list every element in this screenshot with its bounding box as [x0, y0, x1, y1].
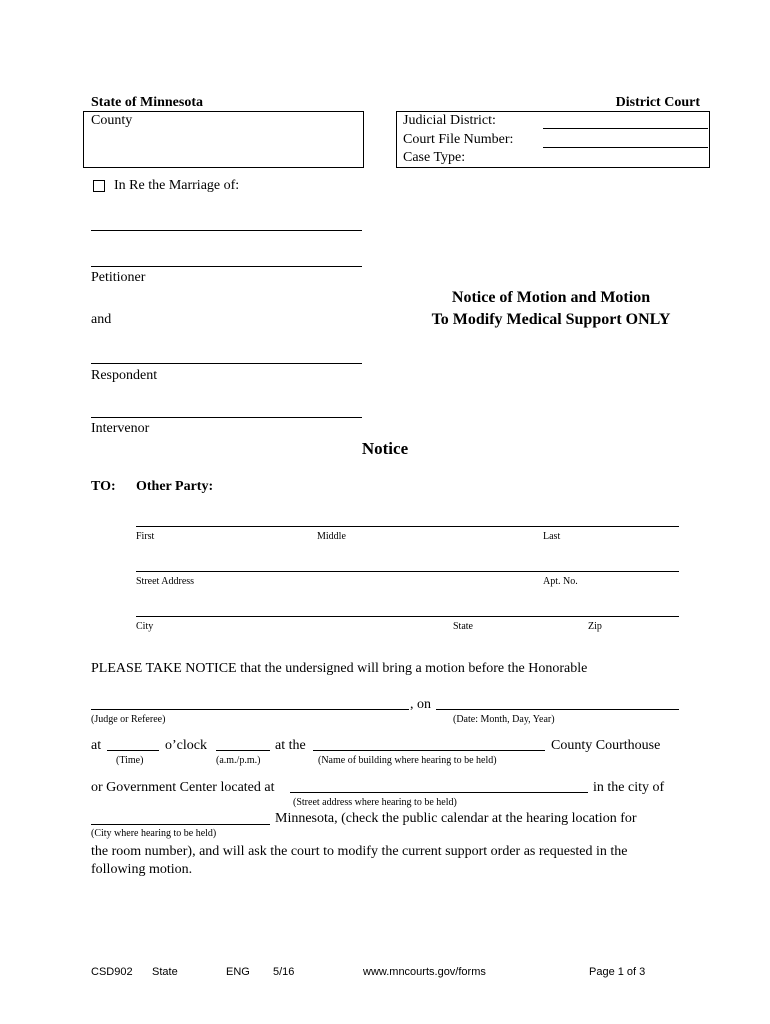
- paragraph-end-line-2: following motion.: [91, 862, 193, 877]
- title-line-2: To Modify Medical Support ONLY: [431, 311, 671, 328]
- intervenor-line[interactable]: [91, 417, 362, 418]
- on-text: , on: [410, 697, 431, 712]
- building-hint: (Name of building where hearing to be held): [318, 755, 497, 766]
- street-address-hint: (Street address where hearing to be held): [293, 797, 457, 808]
- time-field[interactable]: [107, 750, 159, 751]
- city-hint: City: [136, 621, 154, 632]
- state-label: State of Minnesota: [91, 95, 203, 110]
- footer-form-id: CSD902: [91, 966, 133, 978]
- paragraph-end-line-1: the room number), and will ask the court to modify the current support order as requested in the: [91, 844, 628, 859]
- first-hint: First: [136, 531, 155, 542]
- date-field[interactable]: [436, 709, 679, 710]
- notice-paragraph-1: PLEASE TAKE NOTICE that the undersigned will bring a motion before the Honorable: [91, 661, 588, 676]
- footer-date: 5/16: [273, 966, 295, 978]
- judicial-district-label: Judicial District:: [403, 113, 496, 128]
- intervenor-label: Intervenor: [91, 421, 150, 436]
- ampm-hint: (a.m./p.m.): [216, 755, 261, 766]
- county-courthouse-text: County Courthouse: [551, 738, 661, 753]
- petitioner-label: Petitioner: [91, 270, 146, 285]
- at-the-text: at the: [275, 738, 306, 753]
- building-field[interactable]: [313, 750, 545, 751]
- judge-field[interactable]: [91, 709, 409, 710]
- party-name-line-1[interactable]: [91, 230, 362, 231]
- notice-heading: Notice: [361, 439, 409, 458]
- in-city-text: in the city of: [593, 780, 665, 795]
- minnesota-text: Minnesota, (check the public calendar at the hearing location for: [275, 811, 637, 826]
- hearing-city-field[interactable]: [91, 824, 270, 825]
- to-label: TO:: [91, 479, 116, 494]
- other-party-street-field[interactable]: [136, 571, 679, 572]
- respondent-line[interactable]: [91, 363, 362, 364]
- court-file-number-field[interactable]: [543, 147, 708, 148]
- city-where-hint: (City where hearing to be held): [91, 828, 217, 839]
- marriage-checkbox[interactable]: [93, 180, 105, 192]
- apt-hint: Apt. No.: [543, 576, 578, 587]
- street-hint: Street Address: [136, 576, 195, 587]
- county-label: County: [91, 113, 133, 128]
- respondent-label: Respondent: [91, 368, 158, 383]
- ampm-field[interactable]: [216, 750, 270, 751]
- oclock-text: o’clock: [165, 738, 207, 753]
- footer-url[interactable]: www.mncourts.gov/forms: [363, 966, 486, 978]
- other-party-city-field[interactable]: [136, 616, 679, 617]
- in-re-label: In Re the Marriage of:: [114, 178, 240, 193]
- document-title: [396, 287, 706, 331]
- footer-language: ENG: [226, 966, 250, 978]
- court-label: District Court: [615, 95, 700, 110]
- notice-paragraph-end: [91, 843, 628, 879]
- court-file-number-label: Court File Number:: [403, 132, 514, 147]
- middle-hint: Middle: [317, 531, 346, 542]
- other-party-name-field[interactable]: [136, 526, 679, 527]
- footer-state: State: [152, 966, 178, 978]
- footer-page-number: Page 1 of 3: [589, 966, 646, 978]
- zip-hint: Zip: [588, 621, 602, 632]
- hearing-street-field[interactable]: [290, 792, 588, 793]
- and-label: and: [91, 312, 112, 327]
- gov-center-text: or Government Center located at: [91, 780, 275, 795]
- other-party-label: Other Party:: [136, 479, 214, 494]
- date-hint: (Date: Month, Day, Year): [453, 714, 555, 725]
- petitioner-line[interactable]: [91, 266, 362, 267]
- at-text: at: [91, 738, 102, 753]
- title-line-1: Notice of Motion and Motion: [451, 289, 651, 306]
- case-type-label: Case Type:: [403, 150, 466, 165]
- last-hint: Last: [543, 531, 561, 542]
- judicial-district-field[interactable]: [543, 128, 708, 129]
- state-hint: State: [453, 621, 473, 632]
- judge-hint: (Judge or Referee): [91, 714, 166, 725]
- time-hint: (Time): [116, 755, 144, 766]
